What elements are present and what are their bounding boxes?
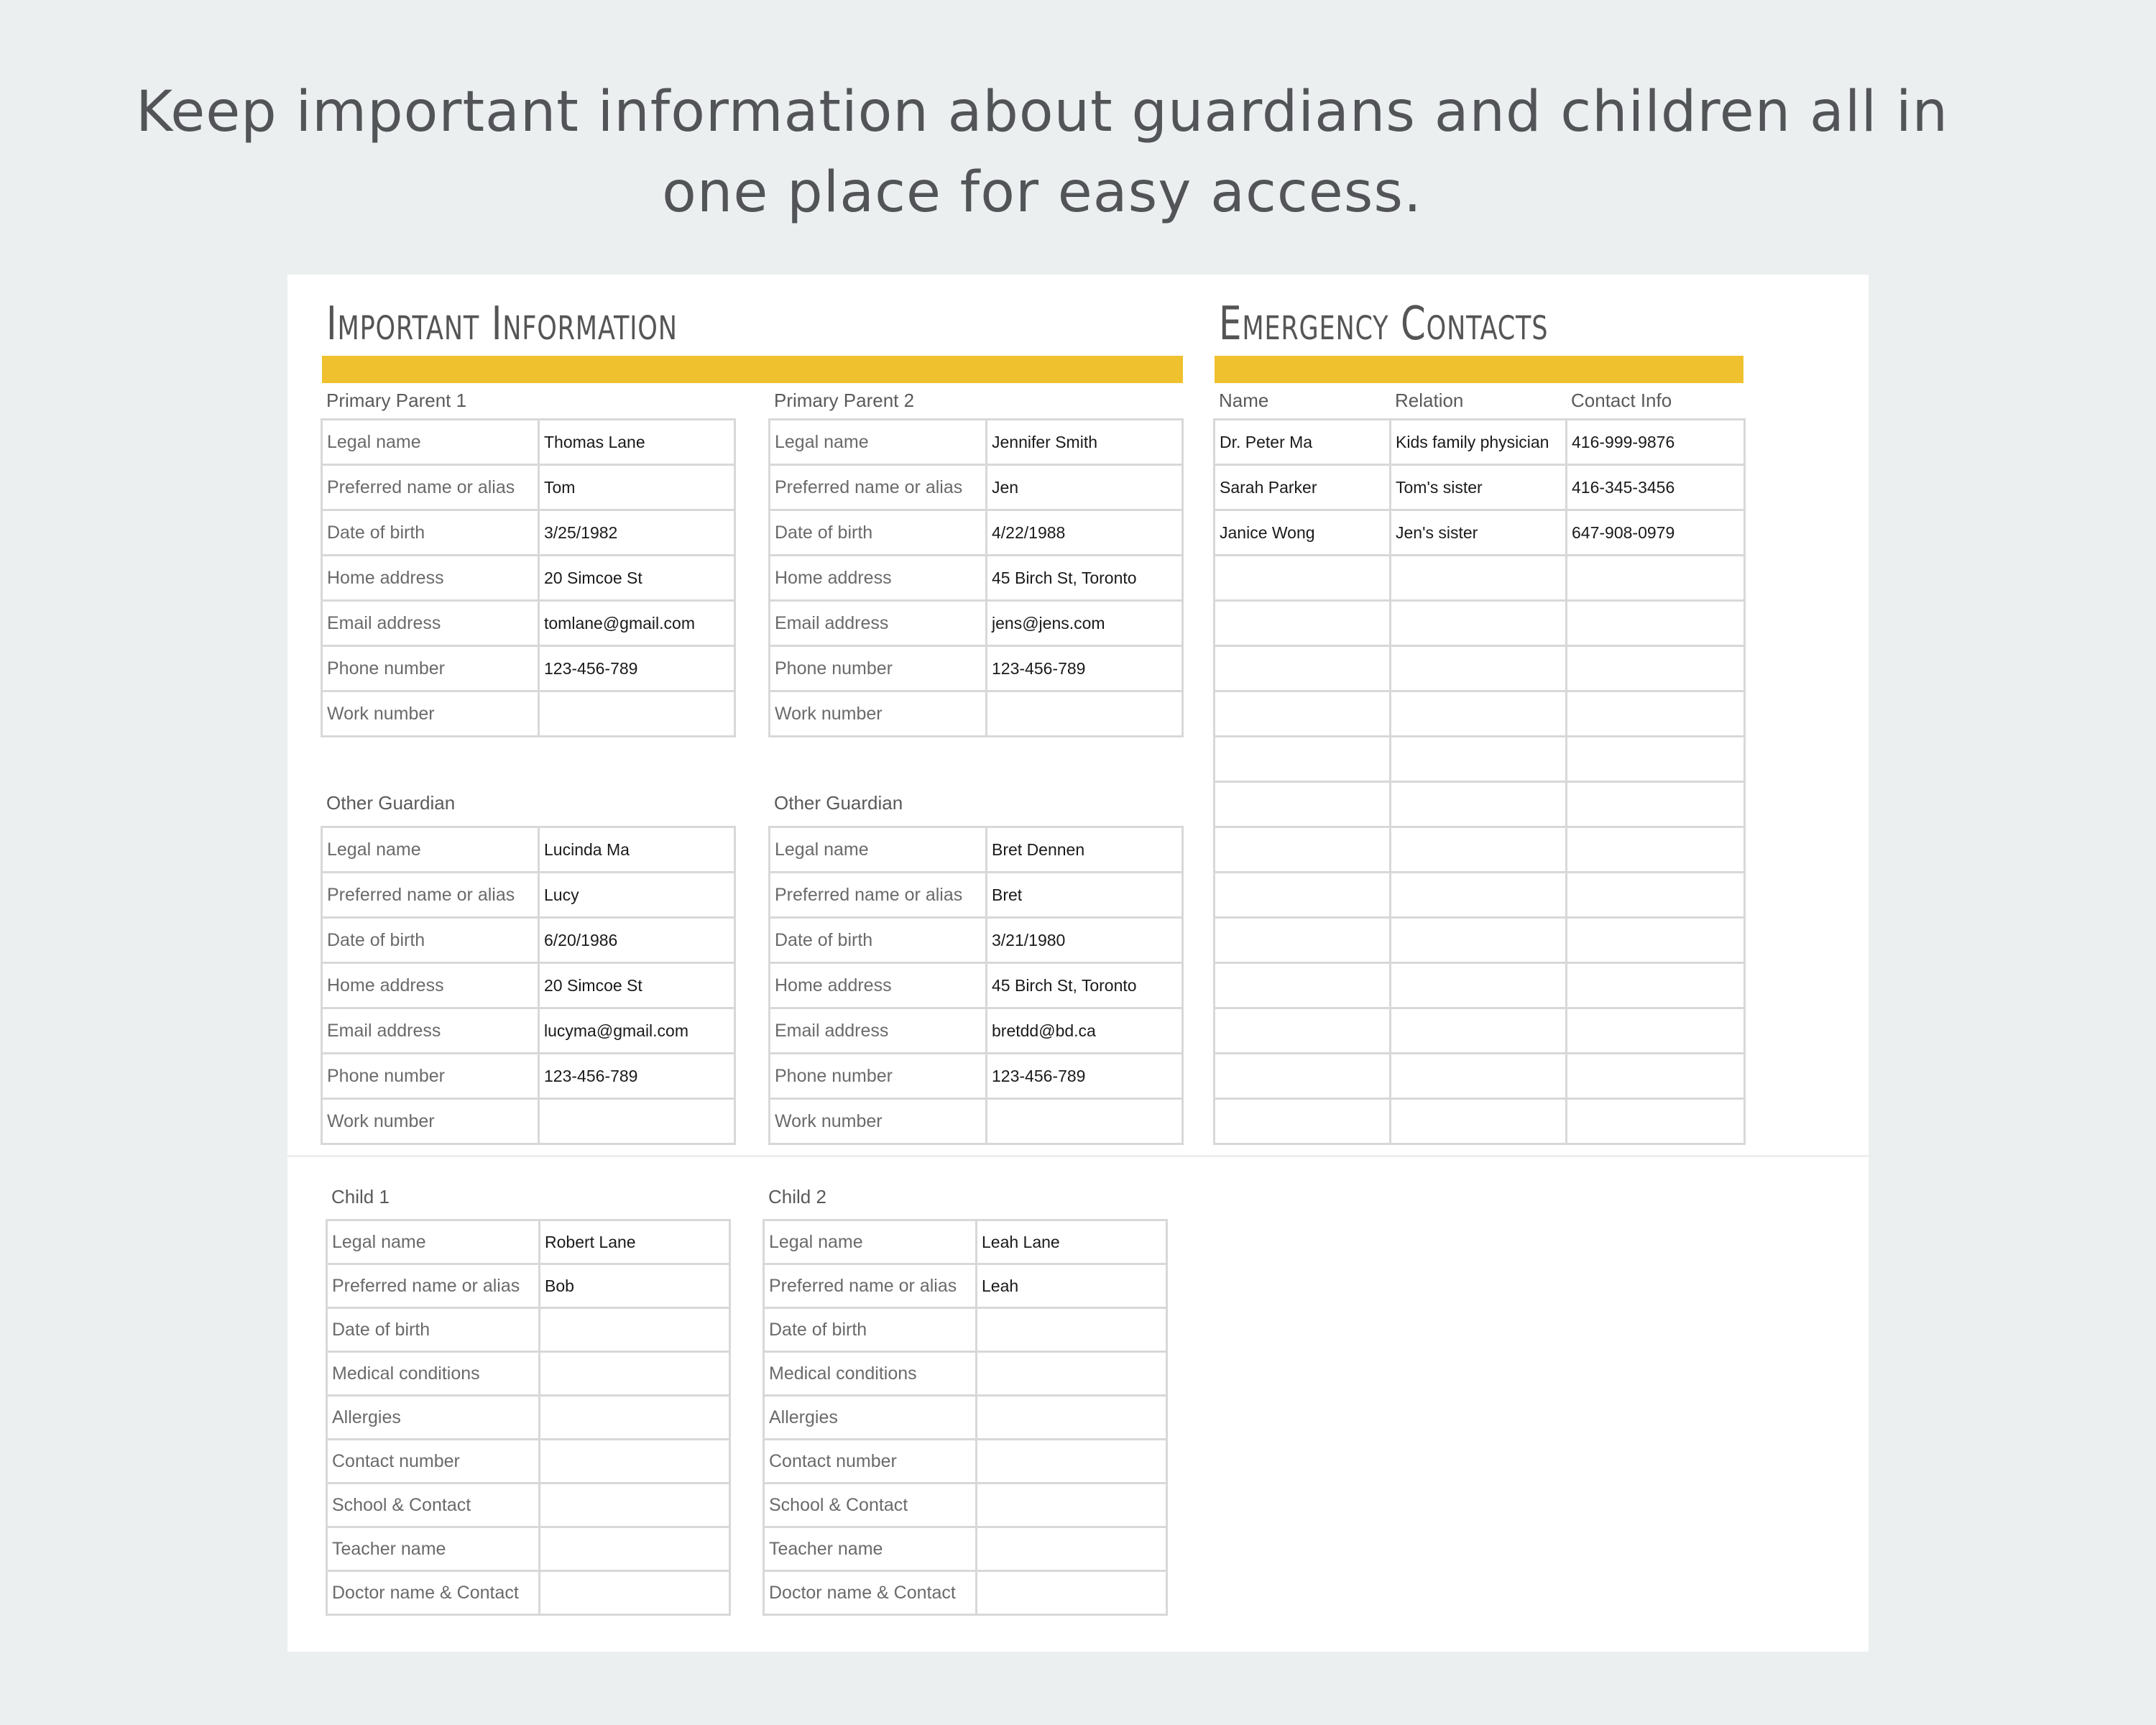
headline-line-2: one place for easy access.: [662, 160, 1422, 225]
field-value[interactable]: [977, 1308, 1167, 1352]
contact-name[interactable]: [1215, 918, 1391, 963]
field-label: Date of birth: [322, 918, 539, 963]
table-row: [322, 1099, 735, 1144]
contact-info[interactable]: [1567, 918, 1745, 963]
field-value[interactable]: tomlane@gmail.com: [539, 601, 735, 646]
field-label: Doctor name & Contact: [327, 1571, 540, 1615]
table-row: [327, 1396, 730, 1440]
field-label: Phone number: [770, 1054, 987, 1099]
table-row: [764, 1220, 1167, 1264]
table-row: [1215, 1054, 1745, 1099]
field-value[interactable]: 6/20/1986: [539, 918, 735, 963]
field-value[interactable]: 45 Birch St, Toronto: [987, 556, 1183, 601]
table-row: [770, 601, 1183, 646]
field-value[interactable]: [540, 1571, 730, 1615]
field-label: Date of birth: [327, 1308, 540, 1352]
table-row: [764, 1264, 1167, 1308]
field-value[interactable]: 20 Simcoe St: [539, 556, 735, 601]
table-row: [327, 1352, 730, 1396]
contact-relation[interactable]: [1391, 601, 1567, 646]
field-label: Work number: [322, 691, 539, 737]
field-value[interactable]: Jen: [987, 465, 1183, 510]
contact-name[interactable]: [1215, 782, 1391, 827]
contact-info[interactable]: [1567, 601, 1745, 646]
contact-relation[interactable]: [1391, 1099, 1567, 1144]
field-value[interactable]: Leah: [977, 1264, 1167, 1308]
field-value[interactable]: 3/25/1982: [539, 510, 735, 556]
table-row: [770, 873, 1183, 918]
page-headline: [108, 72, 1976, 233]
table-row: [770, 1054, 1183, 1099]
field-label: Doctor name & Contact: [764, 1571, 977, 1615]
table-row: [764, 1484, 1167, 1527]
field-label: Preferred name or alias: [322, 465, 539, 510]
field-value[interactable]: 3/21/1980: [987, 918, 1183, 963]
table-row: [764, 1396, 1167, 1440]
table-row: [327, 1527, 730, 1571]
contact-relation[interactable]: [1391, 556, 1567, 601]
contact-info[interactable]: [1567, 691, 1745, 737]
table-row: [1215, 963, 1745, 1008]
field-value[interactable]: Lucy: [539, 873, 735, 918]
table-row: [1215, 691, 1745, 737]
contact-name[interactable]: Sarah Parker: [1215, 465, 1391, 510]
emergency-header-relation: Relation: [1395, 390, 1464, 411]
field-label: Allergies: [327, 1396, 540, 1440]
field-label: Preferred name or alias: [764, 1264, 977, 1308]
field-value[interactable]: jens@jens.com: [987, 601, 1183, 646]
field-value[interactable]: Bret: [987, 873, 1183, 918]
field-value[interactable]: [977, 1352, 1167, 1396]
table-row: [764, 1527, 1167, 1571]
field-label: Legal name: [327, 1220, 540, 1264]
field-label: Legal name: [322, 420, 539, 465]
field-label: Contact number: [327, 1440, 540, 1484]
field-label: Work number: [770, 1099, 987, 1144]
field-label: Home address: [770, 556, 987, 601]
field-value[interactable]: [977, 1571, 1167, 1615]
field-label: Teacher name: [327, 1527, 540, 1571]
contact-relation[interactable]: Tom's sister: [1391, 465, 1567, 510]
field-label: Phone number: [322, 646, 539, 691]
field-value[interactable]: [977, 1396, 1167, 1440]
field-value[interactable]: 45 Birch St, Toronto: [987, 963, 1183, 1008]
table-row: [322, 465, 735, 510]
table-row: [1215, 1008, 1745, 1054]
contact-name[interactable]: Dr. Peter Ma: [1215, 420, 1391, 465]
table-row: [322, 827, 735, 873]
field-label: Legal name: [770, 420, 987, 465]
field-value[interactable]: [540, 1484, 730, 1527]
table-row: [764, 1352, 1167, 1396]
contact-info[interactable]: [1567, 782, 1745, 827]
table-row: [770, 918, 1183, 963]
contact-info[interactable]: [1567, 1008, 1745, 1054]
field-label: Work number: [322, 1099, 539, 1144]
field-value[interactable]: Thomas Lane: [539, 420, 735, 465]
contact-name[interactable]: [1215, 1008, 1391, 1054]
field-label: Email address: [322, 1008, 539, 1054]
table-row: [770, 556, 1183, 601]
field-label: Medical conditions: [764, 1352, 977, 1396]
table-row: [770, 1008, 1183, 1054]
contact-info[interactable]: [1567, 963, 1745, 1008]
field-label: Email address: [770, 601, 987, 646]
headline-line-1: Keep important information about guardians and children all in: [135, 80, 1949, 144]
table-row: [327, 1571, 730, 1615]
child-2-caption: Child 2: [768, 1186, 826, 1208]
field-label: Date of birth: [764, 1308, 977, 1352]
table-row: [770, 1099, 1183, 1144]
contact-name[interactable]: [1215, 963, 1391, 1008]
field-label: Phone number: [322, 1054, 539, 1099]
table-row: [322, 601, 735, 646]
contact-info[interactable]: [1567, 646, 1745, 691]
field-value[interactable]: [540, 1396, 730, 1440]
table-row: [322, 1054, 735, 1099]
contact-name[interactable]: [1215, 873, 1391, 918]
table-row: [322, 1008, 735, 1054]
field-value[interactable]: Bret Dennen: [987, 827, 1183, 873]
field-label: Legal name: [770, 827, 987, 873]
table-row: [327, 1220, 730, 1264]
field-label: Date of birth: [322, 510, 539, 556]
emergency-header-contact-info: Contact Info: [1571, 390, 1672, 411]
table-row: [1215, 827, 1745, 873]
field-label: Email address: [770, 1008, 987, 1054]
contact-name[interactable]: [1215, 601, 1391, 646]
field-label: Date of birth: [770, 918, 987, 963]
child-1-table: [326, 1219, 731, 1616]
emergency-contacts-title: Emergency Contacts: [1219, 298, 1549, 351]
primary-parent-1-table: [321, 418, 736, 737]
primary-parent-1-caption: Primary Parent 1: [326, 390, 467, 411]
emergency-contacts-bar: [1215, 356, 1743, 383]
field-label: Preferred name or alias: [327, 1264, 540, 1308]
field-label: Home address: [770, 963, 987, 1008]
field-label: Preferred name or alias: [322, 873, 539, 918]
table-row: [322, 646, 735, 691]
field-value[interactable]: Robert Lane: [540, 1220, 730, 1264]
contact-name[interactable]: [1215, 827, 1391, 873]
table-row: [322, 873, 735, 918]
contact-info[interactable]: 416-345-3456: [1567, 465, 1745, 510]
field-value[interactable]: Jennifer Smith: [987, 420, 1183, 465]
table-row: [327, 1264, 730, 1308]
field-label: School & Contact: [327, 1484, 540, 1527]
primary-parent-2-table: [768, 418, 1184, 737]
contact-info[interactable]: [1567, 556, 1745, 601]
table-row: [764, 1308, 1167, 1352]
field-value[interactable]: [540, 1527, 730, 1571]
sheet-divider: [287, 1155, 1869, 1157]
field-label: Date of birth: [770, 510, 987, 556]
field-label: Home address: [322, 963, 539, 1008]
table-row: [770, 465, 1183, 510]
contact-relation[interactable]: [1391, 827, 1567, 873]
contact-info[interactable]: 416-999-9876: [1567, 420, 1745, 465]
other-guardian-1-caption: Other Guardian: [326, 792, 456, 814]
table-row: [327, 1308, 730, 1352]
table-row: [1215, 556, 1745, 601]
field-label: Medical conditions: [327, 1352, 540, 1396]
field-value[interactable]: [540, 1440, 730, 1484]
table-row: [1215, 510, 1745, 556]
contact-info[interactable]: [1567, 1099, 1745, 1144]
contact-info[interactable]: [1567, 827, 1745, 873]
table-row: [770, 963, 1183, 1008]
table-row: [1215, 465, 1745, 510]
contact-name[interactable]: [1215, 646, 1391, 691]
contact-name[interactable]: [1215, 737, 1391, 782]
primary-parent-2-caption: Primary Parent 2: [774, 390, 915, 411]
field-value[interactable]: 20 Simcoe St: [539, 963, 735, 1008]
contact-info[interactable]: [1567, 737, 1745, 782]
other-guardian-1-table: [321, 826, 736, 1145]
field-value[interactable]: 4/22/1988: [987, 510, 1183, 556]
field-label: School & Contact: [764, 1484, 977, 1527]
table-row: [1215, 737, 1745, 782]
field-value[interactable]: [540, 1352, 730, 1396]
table-row: [327, 1440, 730, 1484]
table-row: [322, 691, 735, 737]
table-row: [764, 1571, 1167, 1615]
field-value[interactable]: 123-456-789: [987, 1054, 1183, 1099]
contact-relation[interactable]: [1391, 963, 1567, 1008]
table-row: [1215, 873, 1745, 918]
field-value[interactable]: [539, 691, 735, 737]
table-row: [770, 827, 1183, 873]
field-label: Home address: [322, 556, 539, 601]
table-row: [322, 918, 735, 963]
field-label: Allergies: [764, 1396, 977, 1440]
field-value[interactable]: bretdd@bd.ca: [987, 1008, 1183, 1054]
field-value[interactable]: [539, 1099, 735, 1144]
contact-relation[interactable]: Jen's sister: [1391, 510, 1567, 556]
table-row: [770, 510, 1183, 556]
table-row: [1215, 646, 1745, 691]
table-row: [764, 1440, 1167, 1484]
important-information-bar: [322, 356, 1183, 383]
contact-relation[interactable]: Kids family physician: [1391, 420, 1567, 465]
table-row: [770, 646, 1183, 691]
field-value[interactable]: 123-456-789: [987, 646, 1183, 691]
table-row: [1215, 918, 1745, 963]
field-value[interactable]: 123-456-789: [539, 646, 735, 691]
emergency-contacts-table: [1213, 418, 1746, 1145]
field-value[interactable]: Leah Lane: [977, 1220, 1167, 1264]
field-value[interactable]: Bob: [540, 1264, 730, 1308]
table-row: [770, 420, 1183, 465]
field-value[interactable]: [540, 1308, 730, 1352]
contact-info[interactable]: [1567, 873, 1745, 918]
contact-name[interactable]: Janice Wong: [1215, 510, 1391, 556]
field-value[interactable]: [977, 1440, 1167, 1484]
contact-name[interactable]: [1215, 1054, 1391, 1099]
table-row: [1215, 1099, 1745, 1144]
field-label: Phone number: [770, 646, 987, 691]
contact-name[interactable]: [1215, 1099, 1391, 1144]
contact-relation[interactable]: [1391, 873, 1567, 918]
field-value[interactable]: [987, 691, 1183, 737]
field-value[interactable]: Tom: [539, 465, 735, 510]
table-row: [322, 963, 735, 1008]
field-label: Preferred name or alias: [770, 465, 987, 510]
other-guardian-2-caption: Other Guardian: [774, 792, 903, 814]
emergency-header-name: Name: [1219, 390, 1269, 411]
field-value[interactable]: 123-456-789: [539, 1054, 735, 1099]
field-value[interactable]: [987, 1099, 1183, 1144]
table-row: [322, 510, 735, 556]
field-label: Email address: [322, 601, 539, 646]
table-row: [770, 691, 1183, 737]
contact-name[interactable]: [1215, 691, 1391, 737]
child-2-table: [763, 1219, 1168, 1616]
contact-relation[interactable]: [1391, 646, 1567, 691]
field-label: Legal name: [764, 1220, 977, 1264]
important-information-title: Important Information: [326, 298, 678, 351]
field-value[interactable]: Lucinda Ma: [539, 827, 735, 873]
field-label: Work number: [770, 691, 987, 737]
contact-name[interactable]: [1215, 556, 1391, 601]
other-guardian-2-table: [768, 826, 1184, 1145]
table-row: [322, 556, 735, 601]
contact-relation[interactable]: [1391, 691, 1567, 737]
contact-relation[interactable]: [1391, 918, 1567, 963]
contact-info[interactable]: [1567, 1054, 1745, 1099]
contact-relation[interactable]: [1391, 1054, 1567, 1099]
contact-relation[interactable]: [1391, 782, 1567, 827]
field-label: Preferred name or alias: [770, 873, 987, 918]
field-label: Teacher name: [764, 1527, 977, 1571]
table-row: [322, 420, 735, 465]
table-row: [327, 1484, 730, 1527]
table-row: [1215, 420, 1745, 465]
field-label: Legal name: [322, 827, 539, 873]
child-1-caption: Child 1: [331, 1186, 390, 1208]
table-row: [1215, 601, 1745, 646]
contact-relation[interactable]: [1391, 737, 1567, 782]
contact-relation[interactable]: [1391, 1008, 1567, 1054]
field-value[interactable]: [977, 1484, 1167, 1527]
table-row: [1215, 782, 1745, 827]
field-value[interactable]: lucyma@gmail.com: [539, 1008, 735, 1054]
field-value[interactable]: [977, 1527, 1167, 1571]
field-label: Contact number: [764, 1440, 977, 1484]
contact-info[interactable]: 647-908-0979: [1567, 510, 1745, 556]
